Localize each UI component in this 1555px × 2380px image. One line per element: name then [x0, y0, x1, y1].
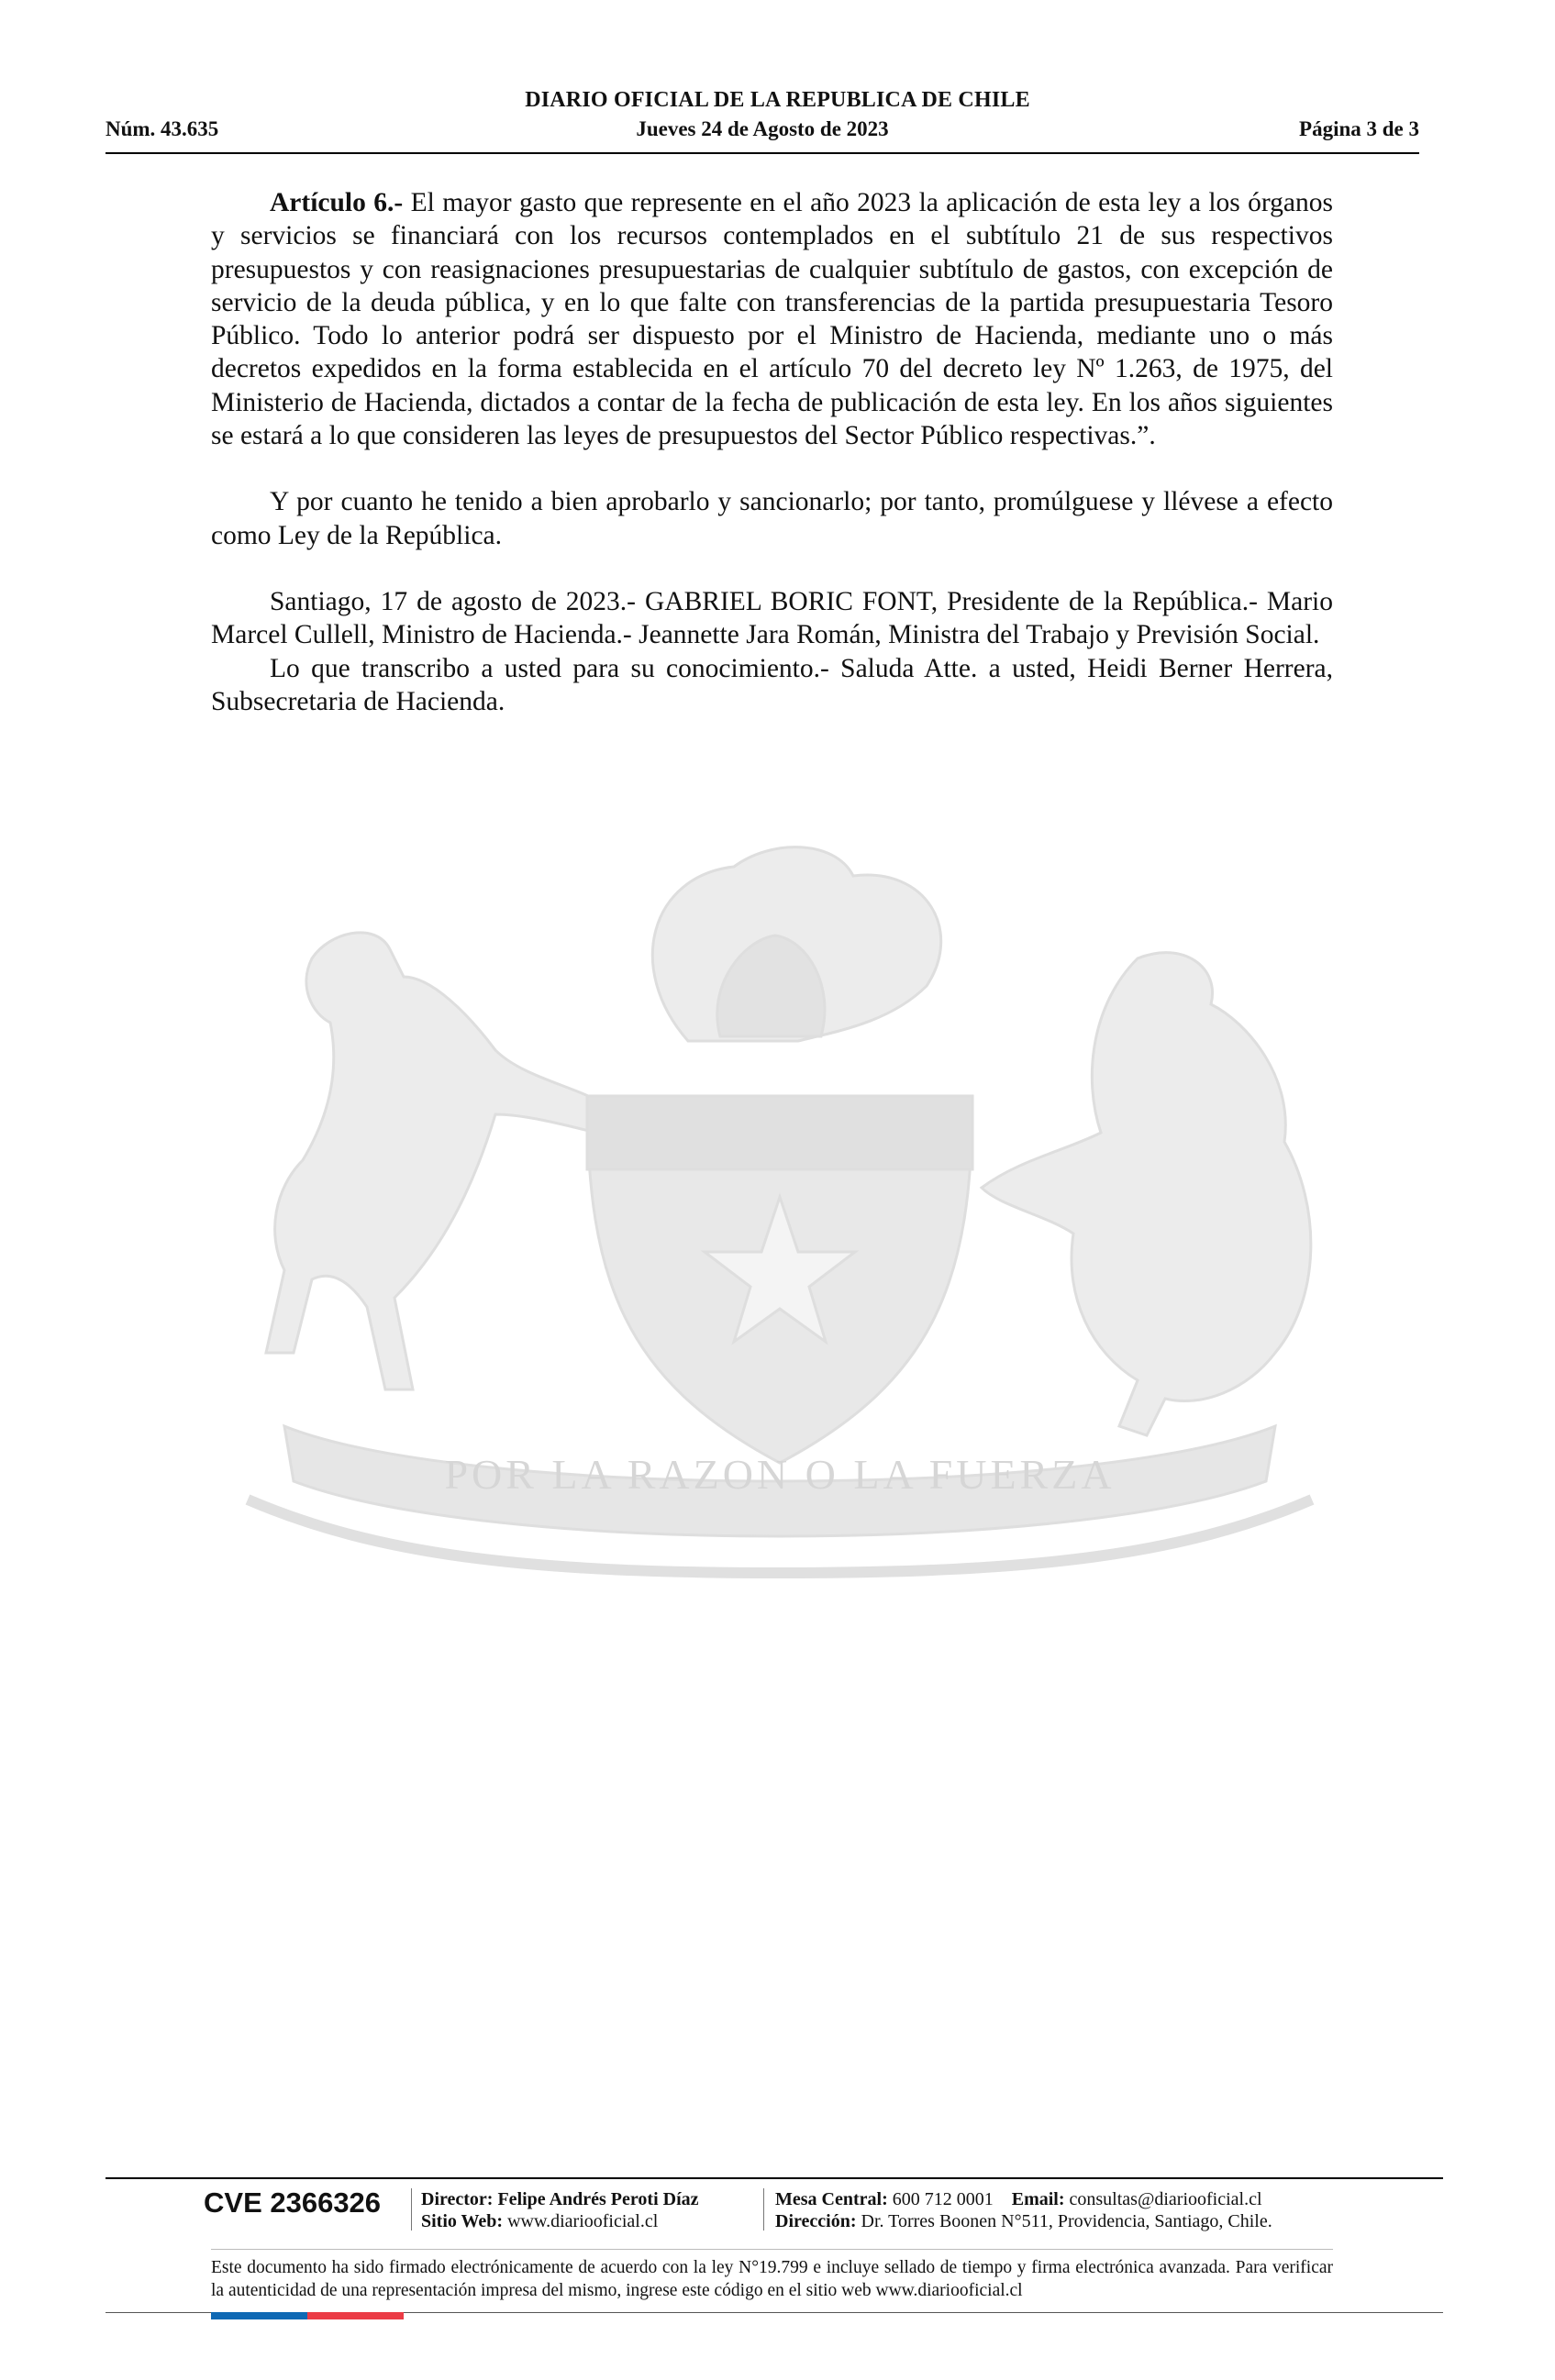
motto-text: POR LA RAZON O LA FUERZA: [444, 1451, 1116, 1498]
cve-code: CVE 2366326: [204, 2186, 382, 2219]
article-heading: Artículo 6.-: [270, 188, 404, 217]
website-line: Sitio Web: www.diariooficial.cl: [421, 2211, 659, 2231]
article-6-paragraph: [211, 186, 1333, 452]
signatures-paragraph: Santiago, 17 de agosto de 2023.- GABRIEL BORIC FONT, Presidente de la República.- Mario Marcel Cullell, Ministro de Hacienda.- Jeannette Jara Román, Ministra del Trabajo y Previsión Social.: [211, 586, 1333, 650]
footer-separator: [763, 2188, 764, 2231]
coat-of-arms-watermark: [193, 839, 1358, 1665]
article-text: El mayor gasto que represente en el año 2023 la aplicación de esta ley a los órganos y servicios se financiará con los recursos contemplados en el subtítulo 21 de sus respectivos presupuestos y con reasignaciones presupuestarias de cualquier subtítulo de gastos, con excepción de servicio de la deuda pública, y en lo que falte con transferencias de la partida presupuestaria Tesoro Público. Todo lo anterior podrá ser dispuesto por el Ministro de Hacienda, mediante uno o más decretos expedidos en la forma establecida en el artículo 70 del decreto ley Nº 1.263, de 1975, del Ministerio de Hacienda, dictados a contar de la fecha de publicación de esta ley. En los años siguientes se estará a lo que consideren las leyes de presupuestos del Sector Público respectivas.”.: [211, 188, 1334, 451]
address-line: Dirección: Dr. Torres Boonen N°511, Providencia, Santiago, Chile.: [775, 2211, 1272, 2231]
promulgation-paragraph: Y por cuanto he tenido a bien aprobarlo y sancionarlo; por tanto, promúlguese y llévese a efecto como Ley de la República.: [211, 487, 1333, 550]
transcription-paragraph: Lo que transcribo a usted para su conocimiento.- Saluda Atte. a usted, Heidi Berner Herrera, Subsecretaria de Hacienda.: [211, 653, 1333, 716]
signature-notice: Este documento ha sido firmado electrónicamente de acuerdo con la ley N°19.799 e incluye sellado de tiempo y firma electrónica avanzada. Para verificar la autenticidad de una representación impresa del mismo, ingrese este código en el sitio web www.diariooficial.cl: [211, 2258, 1333, 2300]
footer-divider: [211, 2249, 1333, 2250]
contact-line: Mesa Central: 600 712 0001 Email: consultas@diariooficial.cl: [775, 2189, 1262, 2209]
website-link[interactable]: www.diariooficial.cl: [507, 2211, 659, 2231]
footer-separator: [411, 2188, 412, 2231]
page-indicator: Página 3 de 3: [1299, 117, 1419, 140]
document-body: [211, 186, 1333, 718]
email-link[interactable]: consultas@diariooficial.cl: [1069, 2189, 1262, 2209]
director-line: Director: Felipe Andrés Peroti Díaz: [421, 2189, 699, 2209]
flag-bar-blue: [211, 2312, 307, 2319]
flag-bar-red: [307, 2312, 404, 2319]
issue-number: Núm. 43.635: [106, 117, 219, 140]
publication-title: DIARIO OFICIAL DE LA REPUBLICA DE CHILE: [525, 88, 1030, 112]
header-divider: [106, 152, 1419, 154]
footer-top-rule: [106, 2177, 1443, 2179]
issue-date: Jueves 24 de Agosto de 2023: [636, 117, 889, 140]
